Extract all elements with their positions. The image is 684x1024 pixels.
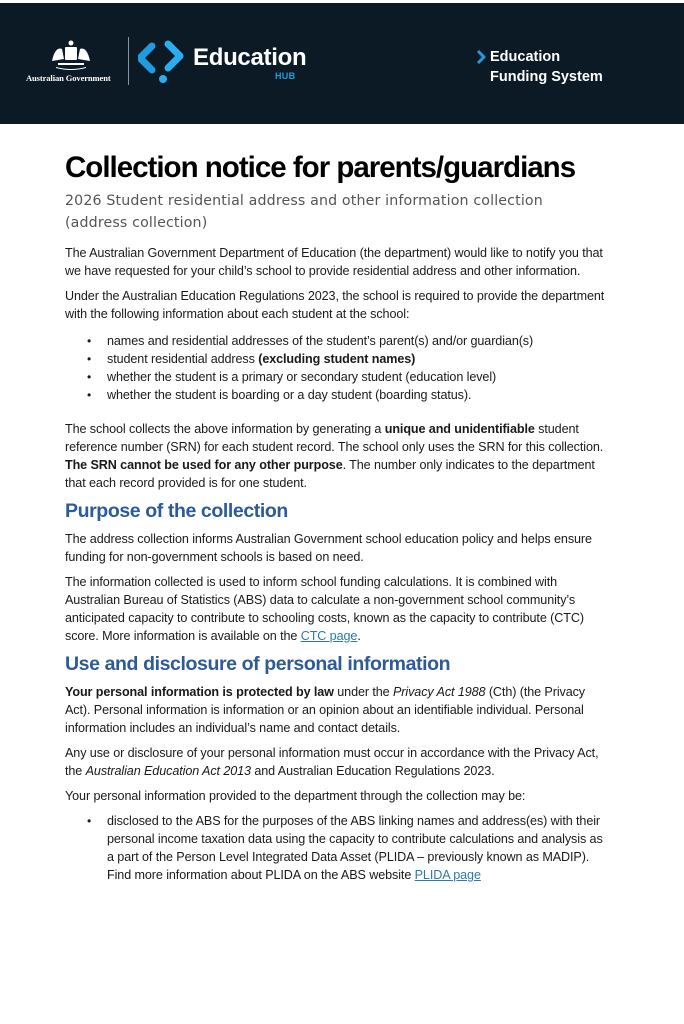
- education-hub-subtitle: HUB: [275, 71, 296, 81]
- list-item: • whether the student is a primary or secondary student (education level): [87, 370, 497, 384]
- purpose-paragraph-2: The information collected is used to inform school funding calculations. It is combined with Australian Bureau of Statistics (ABS) data to calculate a non-government school community’s anticipated capacity to contribute to schooling costs, known as the capacity to contribute (CTC) score. More information is available on the CTC page.: [65, 575, 584, 643]
- education-hub-logo-icon: [138, 40, 188, 84]
- list-item: • disclosed to the ABS for the purposes of the ABS linking names and address(es) with their personal income taxation data using the capacity to contribute calculations and analysis as a part of the Person Level Integrated Data Asset (PLIDA – previously known as MADIP). Find more information about PLIDA on the ABS website PLIDA page: [87, 814, 603, 882]
- bullet-icon: •: [87, 370, 92, 384]
- page-subtitle: 2026 Student residential address and other information collection (address collection): [65, 193, 543, 231]
- list-item: • student residential address (excluding student names): [87, 352, 416, 366]
- required-information-list: [87, 332, 610, 404]
- bullet-icon: •: [87, 334, 92, 348]
- list-item: • whether the student is boarding or a day student (boarding status).: [87, 388, 472, 402]
- page-title: Collection notice for parents/guardians: [65, 151, 576, 184]
- disclosure-list: [87, 812, 610, 884]
- system-name-line1: Education: [490, 49, 561, 65]
- purpose-heading: Purpose of the collection: [65, 500, 288, 522]
- bullet-icon: •: [87, 352, 92, 366]
- system-name-line2: Funding System: [490, 69, 603, 85]
- coat-of-arms-icon: [48, 39, 94, 71]
- chevron-right-icon: [476, 50, 486, 64]
- purpose-paragraph-1: The address collection informs Australian Government school education policy and helps ensure funding for non-government schools is based on need.: [65, 532, 592, 564]
- may-be-paragraph: Your personal information provided to the department through the collection may be:: [65, 789, 526, 803]
- education-hub-title: Education: [193, 44, 307, 71]
- intro-paragraph: The Australian Government Department of Education (the department) would like to notify you that we have requested for your child’s school to provide residential address and other information.: [65, 246, 603, 278]
- bullet-icon: •: [87, 388, 92, 402]
- header-banner: [0, 3, 684, 124]
- bullet-icon: •: [87, 814, 92, 828]
- use-disclosure-heading: Use and disclosure of personal information: [65, 653, 451, 675]
- disclosure-accordance-paragraph: Any use or disclosure of your personal information must occur in accordance with the Privacy Act, the Australian Education Act 2013 and Australian Education Regulations 2023.: [65, 746, 599, 778]
- ctc-page-link[interactable]: CTC page: [300, 629, 358, 643]
- logo-divider: [128, 37, 129, 85]
- list-item: • names and residential addresses of the student’s parent(s) and/or guardian(s): [87, 334, 534, 348]
- plida-page-link[interactable]: PLIDA page: [414, 868, 481, 882]
- srn-paragraph: The school collects the above information by generating a unique and unidentifiable student reference number (SRN) for each student record. The school only uses the SRN for this collection. The SRN cannot be used for any other purpose. The number only indicates to the department that each record provided is for one student.: [65, 422, 604, 490]
- regulations-paragraph: Under the Australian Education Regulations 2023, the school is required to provide the department with the following information about each student at the school:: [65, 289, 605, 321]
- document-body: [65, 150, 610, 900]
- australian-government-logo: [26, 39, 118, 87]
- privacy-paragraph: Your personal information is protected by law under the Privacy Act 1988 (Cth) (the Privacy Act). Personal information is information or an opinion about an identifiable individual. Personal information includes an individual’s name and contact details.: [65, 685, 586, 735]
- australian-government-text: Australian Government: [26, 73, 111, 83]
